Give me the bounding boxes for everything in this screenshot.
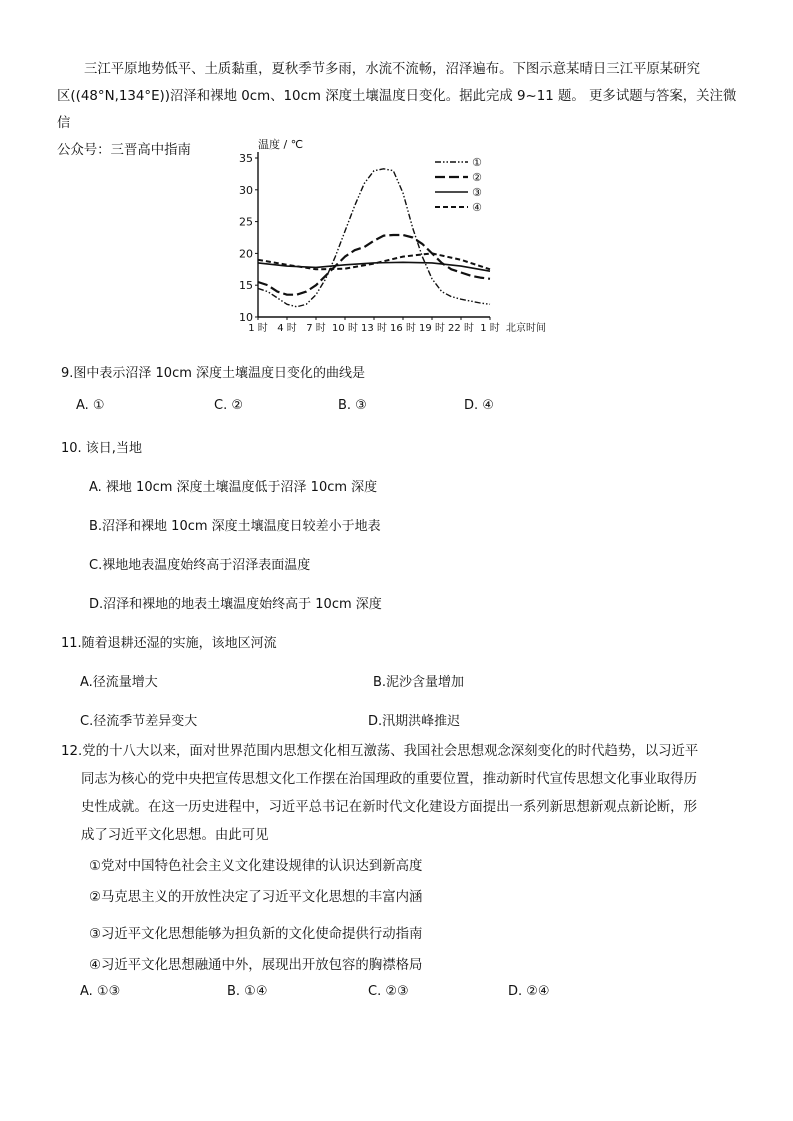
- y-tick-label: 25: [239, 215, 253, 229]
- x-tick-label: 4 时: [277, 323, 297, 334]
- q11-stem: 11.随着退耕还湿的实施，该地区河流: [61, 636, 277, 651]
- x-tick-label: 1 时: [480, 323, 500, 334]
- x-tick-label: 19 时: [419, 323, 445, 334]
- chart-series: [258, 169, 490, 307]
- q12-stem-line-4: 成了习近平文化思想。由此可见: [81, 828, 269, 843]
- x-tick-label: 7 时: [306, 323, 326, 334]
- q12-option-d[interactable]: D. ②④: [508, 984, 550, 999]
- q12-stem: [61, 738, 751, 850]
- q11-option-d[interactable]: D.汛期洪峰推迟: [368, 714, 461, 729]
- x-tick-label: 16 时: [390, 323, 416, 334]
- legend-label-3: ③: [472, 186, 482, 199]
- y-tick-label: 30: [239, 183, 253, 197]
- q12-option-b[interactable]: B. ①④: [227, 984, 268, 999]
- q9-option-b[interactable]: B. ③: [338, 398, 367, 413]
- q9-option-d[interactable]: D. ④: [464, 398, 494, 413]
- q12-option-c[interactable]: C. ②③: [368, 984, 409, 999]
- q10-option-b[interactable]: B.沼泽和裸地 10cm 深度土壤温度日较差小于地表: [89, 519, 381, 534]
- q12-stem-line-3: 史性成就。在这一历史进程中，习近平总书记在新时代文化建设方面提出一系列新思想新观点新论断，形: [81, 800, 697, 815]
- legend-label-2: ②: [472, 171, 482, 184]
- q9-option-a[interactable]: A. ①: [76, 398, 105, 413]
- intro-line-1: 三江平原地势低平、土质黏重，夏秋季节多雨，水流不流畅，沼泽遍布。下图示意某晴日三江平原某研究: [84, 62, 700, 77]
- x-tick-label: 1 时: [248, 323, 268, 334]
- q12-stem-line-2: 同志为核心的党中央把宣传思想文化工作摆在治国理政的重要位置，推动新时代宣传思想文化事业取得历: [81, 772, 697, 787]
- q10-option-a[interactable]: A. 裸地 10cm 深度土壤温度低于沼泽 10cm 深度: [89, 480, 378, 495]
- q12-statement-1: ①党对中国特色社会主义文化建设规律的认识达到新高度: [89, 859, 423, 874]
- q10-option-d[interactable]: D.沼泽和裸地的地表土壤温度始终高于 10cm 深度: [89, 597, 382, 612]
- x-tick-label: 22 时: [448, 323, 474, 334]
- q10-option-c[interactable]: C.裸地地表温度始终高于沼泽表面温度: [89, 558, 311, 573]
- y-tick-label: 35: [239, 152, 253, 165]
- q11-option-a[interactable]: A.径流量增大: [80, 675, 158, 690]
- q12-statement-2: ②马克思主义的开放性决定了习近平文化思想的丰富内涵: [89, 890, 423, 905]
- y-tick-label: 10: [239, 311, 253, 324]
- q12-statement-4: ④习近平文化思想融通中外，展现出开放包容的胸襟格局: [89, 958, 423, 973]
- q12-stem-line-1: 12.党的十八大以来，面对世界范围内思想文化相互激荡、我国社会思想观念深刻变化的时代趋势，以习近平: [61, 744, 699, 759]
- chart-x-axis-label: 北京时间: [506, 323, 546, 334]
- soil-temperature-chart: [230, 134, 570, 340]
- legend-label-1: ①: [472, 156, 482, 169]
- q11-option-b[interactable]: B.泥沙含量增加: [373, 675, 465, 690]
- q11-option-c[interactable]: C.径流季节差异变大: [80, 714, 198, 729]
- x-tick-label: 13 时: [361, 323, 387, 334]
- q10-stem: 10. 该日,当地: [61, 441, 142, 456]
- q12-option-a[interactable]: A. ①③: [80, 984, 121, 999]
- chart-legend: [435, 156, 482, 214]
- intro-line-3: 公众号：三晋高中指南: [57, 143, 191, 158]
- x-tick-label: 10 时: [332, 323, 358, 334]
- chart-y-axis-label: 温度 / ℃: [258, 138, 304, 151]
- q9-option-c[interactable]: C. ②: [214, 398, 243, 413]
- y-tick-label: 15: [239, 279, 253, 293]
- q9-stem: 9.图中表示沼泽 10cm 深度土壤温度日变化的曲线是: [61, 366, 366, 381]
- legend-label-4: ④: [472, 201, 482, 214]
- series-line-1: [258, 169, 490, 307]
- q12-statement-3: ③习近平文化思想能够为担负新的文化使命提供行动指南: [89, 927, 423, 942]
- intro-line-2: 区((48°N,134°E))沼泽和裸地 0cm、10cm 深度土壤温度日变化。据此完成 9~11 题。 更多试题与答案，关注微信: [57, 89, 737, 131]
- y-tick-label: 20: [239, 247, 253, 261]
